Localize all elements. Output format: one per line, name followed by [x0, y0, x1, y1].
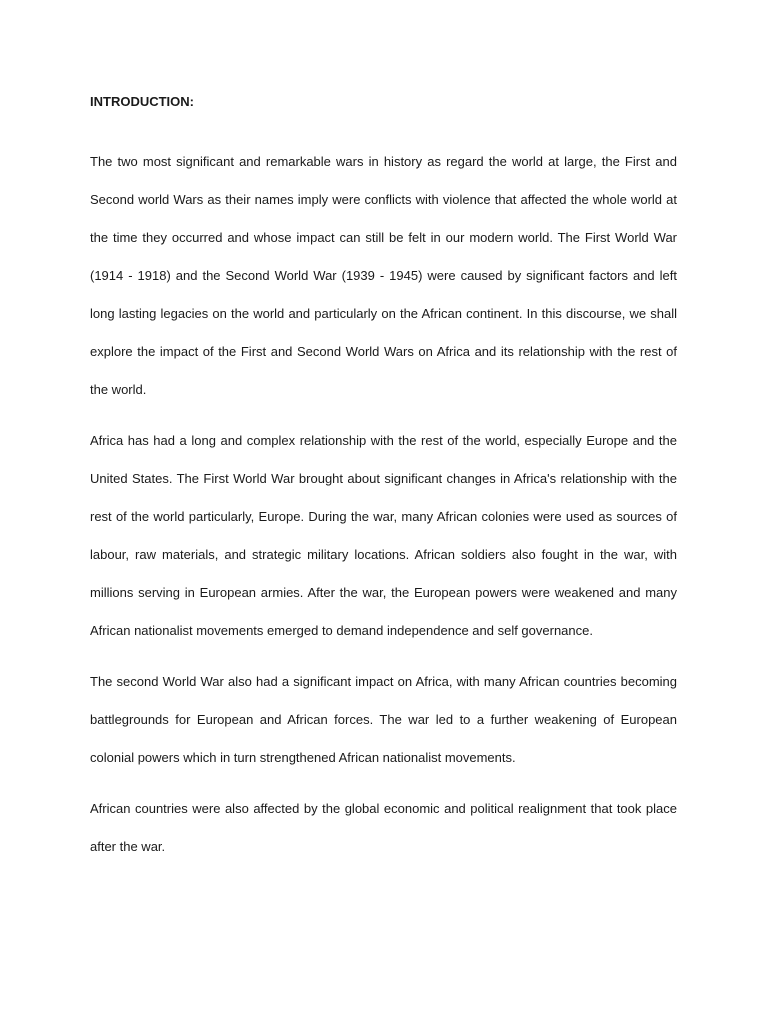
section-heading: INTRODUCTION: — [90, 94, 194, 109]
paragraph-2: Africa has had a long and complex relationship with the rest of the world, especially Europe and the United States. The First World War brought about significant changes in Africa's relationship with the rest of the world particularly, Europe. During the war, many African colonies were used as sources of labour, raw materials, and strategic military locations. African soldiers also fought in the war, with millions serving in European armies. After the war, the European powers were weakened and many African nationalist movements emerged to demand independence and self governance. — [90, 433, 677, 638]
paragraph-3: The second World War also had a significant impact on Africa, with many African countries becoming battlegrounds for European and African forces. The war led to a further weakening of European colonial powers which in turn strengthened African nationalist movements. — [90, 674, 677, 765]
document-body — [90, 92, 677, 879]
paragraph-4: African countries were also affected by the global economic and political realignment that took place after the war. — [90, 801, 677, 854]
paragraph-1: The two most significant and remarkable wars in history as regard the world at large, the First and Second world Wars as their names imply were conflicts with violence that affected the whole world at the time they occurred and whose impact can still be felt in our modern world. The First World War (1914 - 1918) and the Second World War (1939 - 1945) were caused by significant factors and left long lasting legacies on the world and particularly on the African continent. In this discourse, we shall explore the impact of the First and Second World Wars on Africa and its relationship with the rest of the world. — [90, 154, 677, 397]
